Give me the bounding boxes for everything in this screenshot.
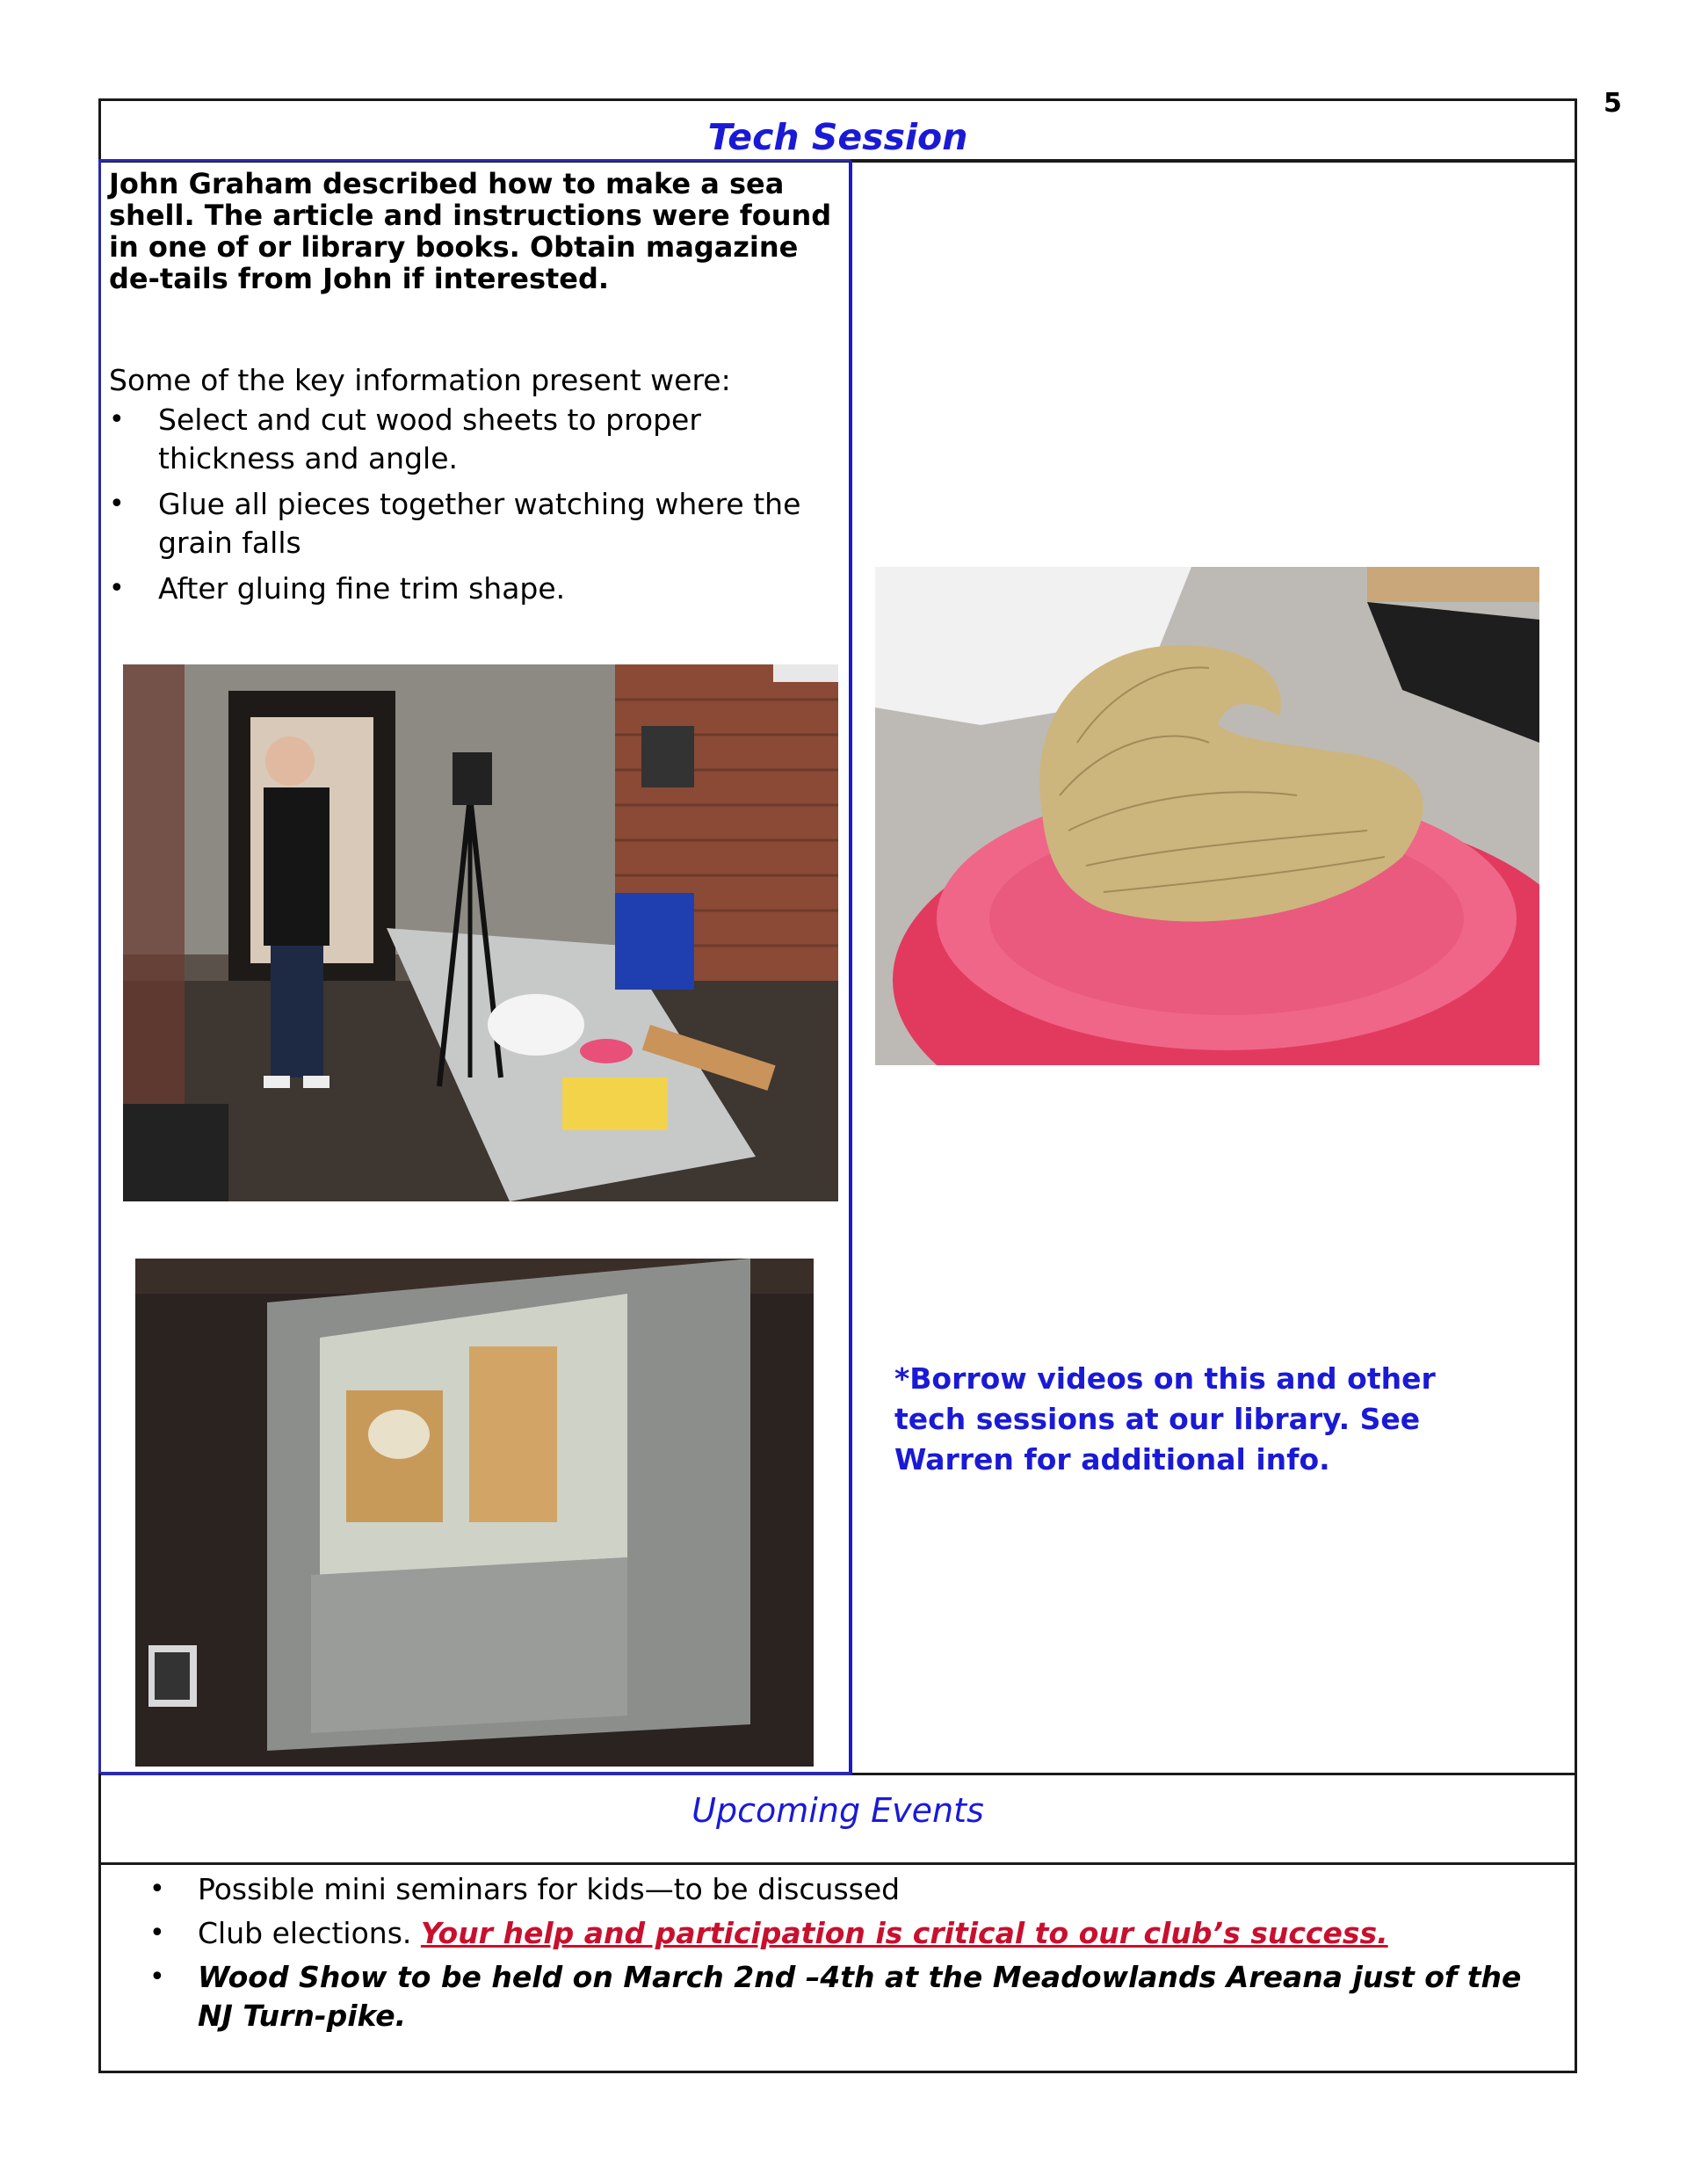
key-point: • Select and cut wood sheets to proper thickness and angle.: [109, 401, 847, 478]
events-list: [149, 1870, 1555, 2035]
key-information-heading: Some of the key information present were:: [109, 363, 731, 397]
upcoming-events-title: Upcoming Events: [691, 1791, 984, 1830]
title-underline: [98, 159, 851, 162]
key-information: [109, 360, 847, 615]
page-number: 5: [1604, 88, 1622, 119]
library-videos-note: *Borrow videos on this and other tech sessions at our library. See Warren for additional info.: [894, 1361, 1436, 1477]
left-column-border: [98, 161, 101, 1775]
wooden-sea-shell-photo: [875, 567, 1539, 1065]
tech-session-intro: John Graham described how to make a sea shell. The article and instructions were found in one of or library books. Obtain magazine de-tails from John if interested.: [109, 167, 832, 295]
event-wood-show: Wood Show to be held on March 2nd –4th at the Meadowlands Areana just of the NJ Turn-pike.: [198, 1960, 1522, 2033]
event-item: [149, 1870, 1555, 1909]
event-club-elections-emphasis: Your help and participation is critical to our club’s success.: [420, 1916, 1388, 1950]
upcoming-events: [149, 1870, 1555, 2041]
projection-screen-photo: [135, 1259, 814, 1767]
key-point: • Glue all pieces together watching where the grain falls: [109, 485, 847, 562]
presenter-photo: [123, 664, 838, 1201]
key-points-list: [109, 401, 847, 608]
event-mini-seminars: Possible mini seminars for kids—to be discussed: [198, 1872, 901, 1906]
event-item: [149, 1914, 1555, 1953]
key-point: • After gluing fine trim shape.: [109, 570, 847, 608]
event-item: [149, 1958, 1555, 2035]
column-divider: [849, 161, 852, 1775]
tech-session-title: Tech Session: [707, 116, 968, 158]
event-club-elections: Club elections.: [198, 1916, 421, 1950]
